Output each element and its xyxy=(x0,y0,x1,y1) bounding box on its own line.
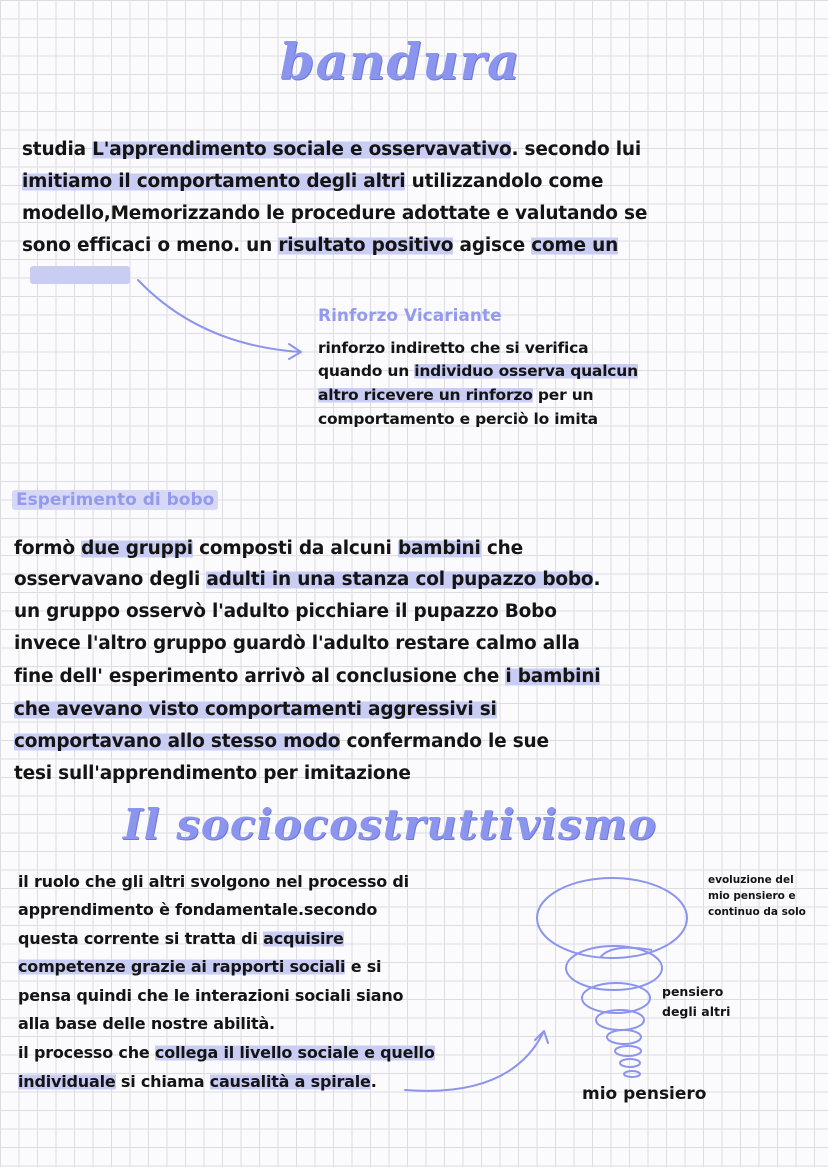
text: si chiama xyxy=(115,1072,210,1091)
highlight: individuo osserva qualcun xyxy=(414,362,638,380)
text: che xyxy=(480,538,523,559)
text-line: tesi sull'apprendimento per imitazione xyxy=(14,763,411,784)
text-line: alla base delle nostre abilità. xyxy=(18,1014,275,1033)
text-line: apprendimento è fondamentale.secondo xyxy=(18,900,378,919)
text: osservavano degli xyxy=(14,569,207,590)
text: composti da alcuni xyxy=(192,538,398,559)
spiral-label-mid: pensiero degli altri xyxy=(662,984,731,1019)
highlight: i bambini xyxy=(505,666,601,687)
section-title: Il sociocostruttivismo xyxy=(123,800,657,849)
curved-arrow xyxy=(138,280,300,352)
highlight: L'apprendimento sociale e osservavativo xyxy=(92,139,512,160)
text: quando un xyxy=(318,362,415,380)
text-line: modello,Memorizzando le procedure adottate e valutando se xyxy=(22,203,648,224)
text-line: il ruolo che gli altri svolgono nel processo di xyxy=(18,872,409,891)
highlight: imitiamo il comportamento degli altri xyxy=(22,171,406,192)
spiral-label-bottom: mio pensiero xyxy=(582,1084,707,1104)
highlight: come un xyxy=(531,235,619,256)
highlight: bambini xyxy=(397,538,481,559)
rinforzo-heading: Rinforzo Vicariante xyxy=(318,306,502,326)
spiral-label-top: evoluzione del mio pensiero e continuo da solo xyxy=(708,874,806,918)
text: confermando le sue xyxy=(340,731,549,752)
page-title: bandura xyxy=(279,32,521,91)
highlight: due gruppi xyxy=(81,538,193,559)
highlight: acquisire xyxy=(263,929,344,948)
text: per un xyxy=(532,386,594,404)
highlight: competenze grazie ai rapporti sociali xyxy=(18,957,346,976)
highlight: comportavano allo stesso modo xyxy=(14,731,341,752)
text-line: invece l'altro gruppo guardò l'adulto restare calmo alla xyxy=(14,633,580,654)
text-line: pensa quindi che le interazioni sociali siano xyxy=(18,986,404,1005)
heading-text: Esperimento di bobo xyxy=(12,490,218,510)
highlight: collega il livello sociale e quello xyxy=(154,1043,435,1062)
text: . secondo lui xyxy=(511,139,641,160)
highlight: altro ricevere un rinforzo xyxy=(318,386,533,404)
text: studia xyxy=(22,139,93,160)
text-line: rinforzo indiretto che si verifica xyxy=(318,339,589,357)
text: formò xyxy=(14,538,82,559)
spiral-icon xyxy=(537,878,687,1077)
highlight: individuale xyxy=(18,1072,116,1091)
highlight: adulti in una stanza col pupazzo bobo xyxy=(206,569,594,590)
text: utilizzandolo come xyxy=(405,171,604,192)
text: il processo che xyxy=(18,1043,155,1062)
text: agisce xyxy=(453,235,532,256)
text: sono efficaci o meno. un xyxy=(22,235,279,256)
highlight: causalità a spirale xyxy=(209,1072,371,1091)
highlight: risultato positivo xyxy=(278,235,454,256)
curved-arrow xyxy=(405,1033,543,1091)
text: fine dell' esperimento arrivò al conclusione che xyxy=(14,666,506,687)
text: questa corrente si tratta di xyxy=(18,929,264,948)
text: e si xyxy=(345,957,382,976)
text-line: comportamento e perciò lo imita xyxy=(318,410,598,428)
text-line: un gruppo osservò l'adulto picchiare il pupazzo Bobo xyxy=(14,601,557,622)
highlight: che avevano visto comportamenti aggressivi si xyxy=(14,699,497,720)
